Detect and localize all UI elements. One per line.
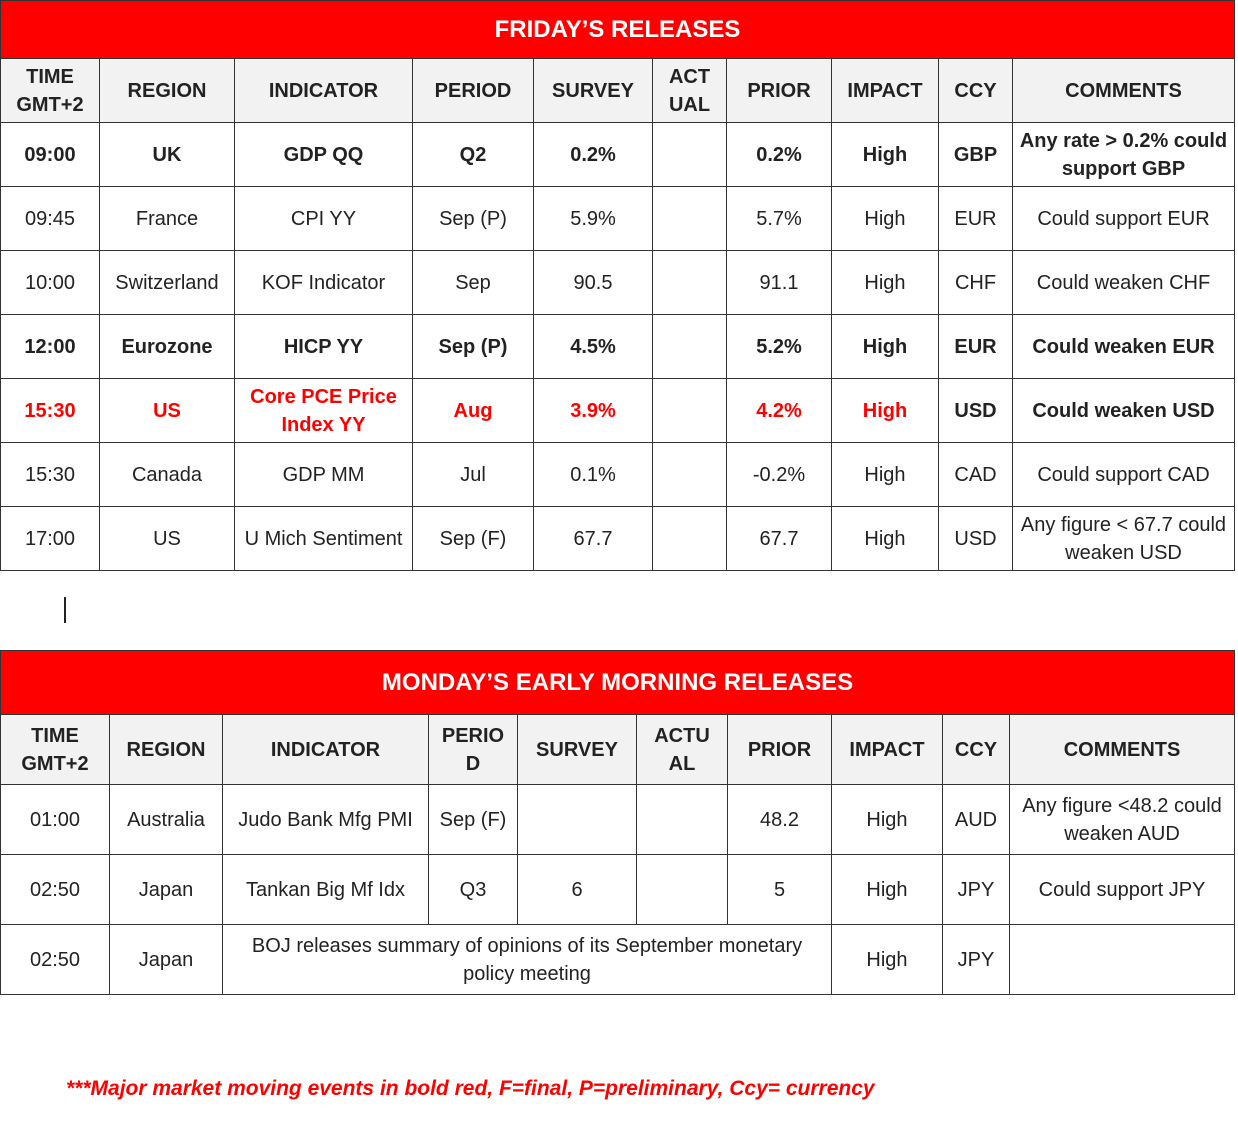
cell-survey: 0.1% [534, 443, 653, 507]
cell-survey: 4.5% [534, 315, 653, 379]
cell-region: Switzerland [100, 251, 235, 315]
column-header: SURVEY [518, 715, 637, 785]
cell-indicator: HICP YY [235, 315, 413, 379]
cell-comments: Could support CAD [1013, 443, 1235, 507]
cell-indicator: Tankan Big Mf Idx [223, 855, 429, 925]
cell-time: 15:30 [1, 379, 100, 443]
cell-survey: 6 [518, 855, 637, 925]
cell-survey: 67.7 [534, 507, 653, 571]
column-header: CCY [939, 59, 1013, 123]
cell-period: Sep (F) [413, 507, 534, 571]
cell-ccy: CHF [939, 251, 1013, 315]
cell-region: Eurozone [100, 315, 235, 379]
column-header: INDICATOR [235, 59, 413, 123]
table-row [1, 507, 1235, 571]
cell-region: US [100, 379, 235, 443]
cell-comments: Could weaken USD [1013, 379, 1235, 443]
cell-comments: Could weaken EUR [1013, 315, 1235, 379]
cell-ccy: JPY [943, 855, 1010, 925]
cell-prior: 4.2% [727, 379, 832, 443]
cell-period: Q2 [413, 123, 534, 187]
cell-prior: 67.7 [727, 507, 832, 571]
cell-comments [1010, 925, 1235, 995]
column-header: PERIOD [413, 59, 534, 123]
cell-period: Jul [413, 443, 534, 507]
cell-region: UK [100, 123, 235, 187]
cell-indicator: CPI YY [235, 187, 413, 251]
cell-survey [518, 785, 637, 855]
column-header: INDICATOR [223, 715, 429, 785]
table-row [1, 123, 1235, 187]
column-header: TIME GMT+2 [1, 715, 110, 785]
cell-comments: Any figure <48.2 could weaken AUD [1010, 785, 1235, 855]
cell-actual [653, 315, 727, 379]
cell-actual [653, 123, 727, 187]
monday-releases-table [0, 650, 1235, 995]
column-header: ACT UAL [653, 59, 727, 123]
cell-ccy: CAD [939, 443, 1013, 507]
cell-actual [653, 251, 727, 315]
cell-comments: Could support EUR [1013, 187, 1235, 251]
cell-impact: High [832, 251, 939, 315]
cell-region: US [100, 507, 235, 571]
cell-time: 15:30 [1, 443, 100, 507]
cell-prior: 5 [728, 855, 832, 925]
cell-actual [637, 855, 728, 925]
cell-actual [653, 507, 727, 571]
cell-ccy: USD [939, 507, 1013, 571]
table-row [1, 187, 1235, 251]
cell-actual [653, 187, 727, 251]
cell-prior: -0.2% [727, 443, 832, 507]
cell-impact: High [832, 315, 939, 379]
cell-impact: High [832, 507, 939, 571]
cell-time: 17:00 [1, 507, 100, 571]
cell-period: Sep (F) [429, 785, 518, 855]
cell-ccy: EUR [939, 187, 1013, 251]
cell-actual [653, 443, 727, 507]
column-header: REGION [100, 59, 235, 123]
monday-title: MONDAY’S EARLY MORNING RELEASES [1, 651, 1235, 715]
cell-region: France [100, 187, 235, 251]
cell-period: Sep (P) [413, 315, 534, 379]
cell-comments: Any figure < 67.7 could weaken USD [1013, 507, 1235, 571]
cell-survey: 5.9% [534, 187, 653, 251]
table-row [1, 855, 1235, 925]
cell-comments: Any rate > 0.2% could support GBP [1013, 123, 1235, 187]
table-row [1, 251, 1235, 315]
column-header: CCY [943, 715, 1010, 785]
text-cursor [64, 597, 66, 623]
column-header: IMPACT [832, 715, 943, 785]
cell-time: 10:00 [1, 251, 100, 315]
cell-indicator: GDP MM [235, 443, 413, 507]
cell-survey: 90.5 [534, 251, 653, 315]
column-header: ACTU AL [637, 715, 728, 785]
cell-prior: 5.7% [727, 187, 832, 251]
cell-comments: Could support JPY [1010, 855, 1235, 925]
cell-indicator: U Mich Sentiment [235, 507, 413, 571]
column-header: COMMENTS [1013, 59, 1235, 123]
cell-prior: 91.1 [727, 251, 832, 315]
cell-impact: High [832, 855, 943, 925]
cell-time: 12:00 [1, 315, 100, 379]
cell-time: 09:00 [1, 123, 100, 187]
friday-header-row [1, 59, 1235, 123]
cell-period: Aug [413, 379, 534, 443]
cell-period: Sep (P) [413, 187, 534, 251]
cell-impact: High [832, 123, 939, 187]
cell-time: 02:50 [1, 925, 110, 995]
cell-ccy: JPY [943, 925, 1010, 995]
monday-header-row [1, 715, 1235, 785]
cell-impact: High [832, 785, 943, 855]
cell-actual [637, 785, 728, 855]
cell-impact: High [832, 379, 939, 443]
cell-indicator: GDP QQ [235, 123, 413, 187]
cell-indicator: KOF Indicator [235, 251, 413, 315]
cell-ccy: USD [939, 379, 1013, 443]
cell-prior: 0.2% [727, 123, 832, 187]
table-row [1, 379, 1235, 443]
cell-indicator: Core PCE Price Index YY [235, 379, 413, 443]
column-header: TIME GMT+2 [1, 59, 100, 123]
cell-period: Q3 [429, 855, 518, 925]
column-header: REGION [110, 715, 223, 785]
cell-time: 02:50 [1, 855, 110, 925]
column-header: SURVEY [534, 59, 653, 123]
cell-survey: 0.2% [534, 123, 653, 187]
cell-period: Sep [413, 251, 534, 315]
cell-ccy: GBP [939, 123, 1013, 187]
column-header: PERIO D [429, 715, 518, 785]
cell-time: 01:00 [1, 785, 110, 855]
cell-impact: High [832, 925, 943, 995]
cell-region: Japan [110, 855, 223, 925]
friday-title: FRIDAY’S RELEASES [1, 1, 1235, 59]
table-row [1, 785, 1235, 855]
cell-region: Canada [100, 443, 235, 507]
cell-survey: 3.9% [534, 379, 653, 443]
cell-comments: Could weaken CHF [1013, 251, 1235, 315]
cell-ccy: EUR [939, 315, 1013, 379]
cell-merged-description: BOJ releases summary of opinions of its September monetary policy meeting [223, 925, 832, 995]
column-header: PRIOR [727, 59, 832, 123]
cell-impact: High [832, 187, 939, 251]
cell-actual [653, 379, 727, 443]
cell-impact: High [832, 443, 939, 507]
cell-prior: 5.2% [727, 315, 832, 379]
cell-region: Australia [110, 785, 223, 855]
cell-region: Japan [110, 925, 223, 995]
table-row [1, 443, 1235, 507]
table-row [1, 315, 1235, 379]
cell-ccy: AUD [943, 785, 1010, 855]
cell-prior: 48.2 [728, 785, 832, 855]
column-header: COMMENTS [1010, 715, 1235, 785]
column-header: IMPACT [832, 59, 939, 123]
table-row [1, 925, 1235, 995]
cell-time: 09:45 [1, 187, 100, 251]
column-header: PRIOR [728, 715, 832, 785]
footnote: ***Major market moving events in bold red, F=final, P=preliminary, Ccy= currency [66, 1077, 875, 1100]
cell-indicator: Judo Bank Mfg PMI [223, 785, 429, 855]
